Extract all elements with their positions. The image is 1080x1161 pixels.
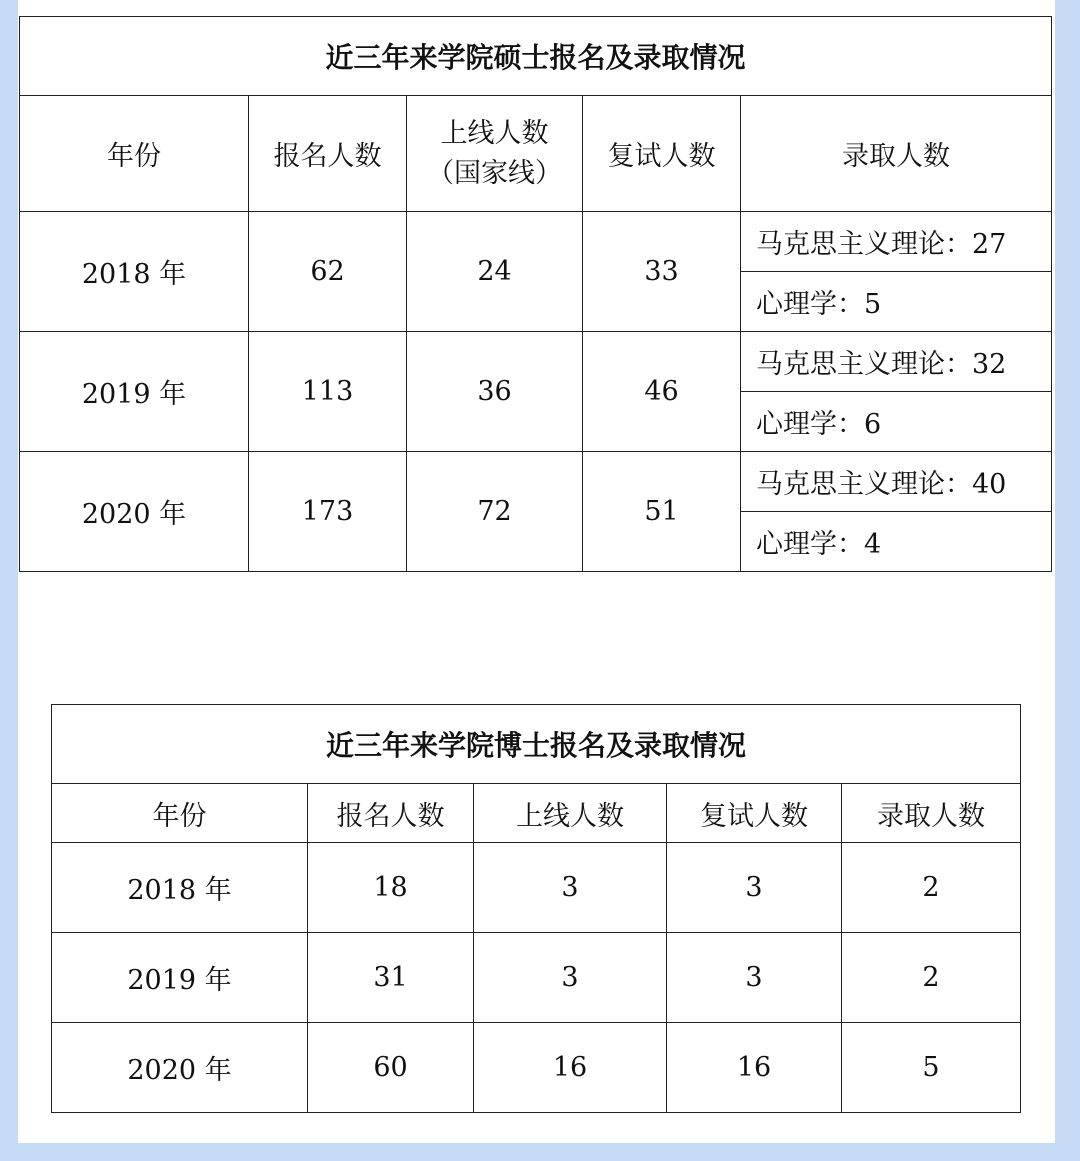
cell-passed: 24 xyxy=(407,212,583,332)
cell-admitted-marxism: 马克思主义理论：32 xyxy=(741,332,1052,392)
cell-applicants: 113 xyxy=(249,332,407,452)
cell-admitted-psychology: 心理学：5 xyxy=(741,272,1052,332)
header-passed xyxy=(407,96,583,212)
header-applicants: 报名人数 xyxy=(249,96,407,212)
masters-table-title: 近三年来学院硕士报名及录取情况 xyxy=(20,17,1052,96)
header-admitted: 录取人数 xyxy=(741,96,1052,212)
cell-passed: 16 xyxy=(474,1023,667,1113)
masters-header-row xyxy=(20,96,1052,212)
cell-passed: 36 xyxy=(407,332,583,452)
cell-applicants: 31 xyxy=(308,933,474,1023)
cell-applicants: 173 xyxy=(249,452,407,572)
header-passed-line2: （国家线） xyxy=(427,157,562,189)
cell-applicants: 18 xyxy=(308,843,474,933)
cell-applicants: 62 xyxy=(249,212,407,332)
header-retest: 复试人数 xyxy=(667,784,842,843)
cell-passed: 72 xyxy=(407,452,583,572)
cell-year: 2019 年 xyxy=(52,933,308,1023)
cell-admitted-marxism: 马克思主义理论：40 xyxy=(741,452,1052,512)
cell-admitted: 2 xyxy=(842,843,1021,933)
table-row xyxy=(52,843,1021,933)
cell-year: 2020 年 xyxy=(20,452,249,572)
doctoral-table-title: 近三年来学院博士报名及录取情况 xyxy=(52,705,1021,784)
cell-year: 2018 年 xyxy=(52,843,308,933)
cell-retest: 46 xyxy=(583,332,741,452)
table-row xyxy=(52,1023,1021,1113)
header-applicants: 报名人数 xyxy=(308,784,474,843)
header-passed: 上线人数 xyxy=(474,784,667,843)
masters-admission-table xyxy=(19,16,1052,572)
table-row xyxy=(52,933,1021,1023)
header-retest: 复试人数 xyxy=(583,96,741,212)
header-year: 年份 xyxy=(52,784,308,843)
header-year: 年份 xyxy=(20,96,249,212)
table-row xyxy=(20,212,1052,272)
header-passed-line1: 上线人数 xyxy=(440,118,549,150)
table-row xyxy=(20,452,1052,512)
document-page xyxy=(18,0,1055,1143)
cell-retest: 33 xyxy=(583,212,741,332)
cell-admitted: 5 xyxy=(842,1023,1021,1113)
cell-admitted-psychology: 心理学：4 xyxy=(741,512,1052,572)
cell-year: 2020 年 xyxy=(52,1023,308,1113)
cell-passed: 3 xyxy=(474,843,667,933)
cell-retest: 51 xyxy=(583,452,741,572)
cell-applicants: 60 xyxy=(308,1023,474,1113)
cell-admitted-marxism: 马克思主义理论：27 xyxy=(741,212,1052,272)
cell-year: 2019 年 xyxy=(20,332,249,452)
cell-year: 2018 年 xyxy=(20,212,249,332)
table-row xyxy=(20,332,1052,392)
cell-retest: 16 xyxy=(667,1023,842,1113)
cell-passed: 3 xyxy=(474,933,667,1023)
doctoral-admission-table xyxy=(51,704,1021,1113)
header-admitted: 录取人数 xyxy=(842,784,1021,843)
cell-admitted: 2 xyxy=(842,933,1021,1023)
cell-retest: 3 xyxy=(667,843,842,933)
doctoral-header-row xyxy=(52,784,1021,843)
cell-retest: 3 xyxy=(667,933,842,1023)
cell-admitted-psychology: 心理学：6 xyxy=(741,392,1052,452)
